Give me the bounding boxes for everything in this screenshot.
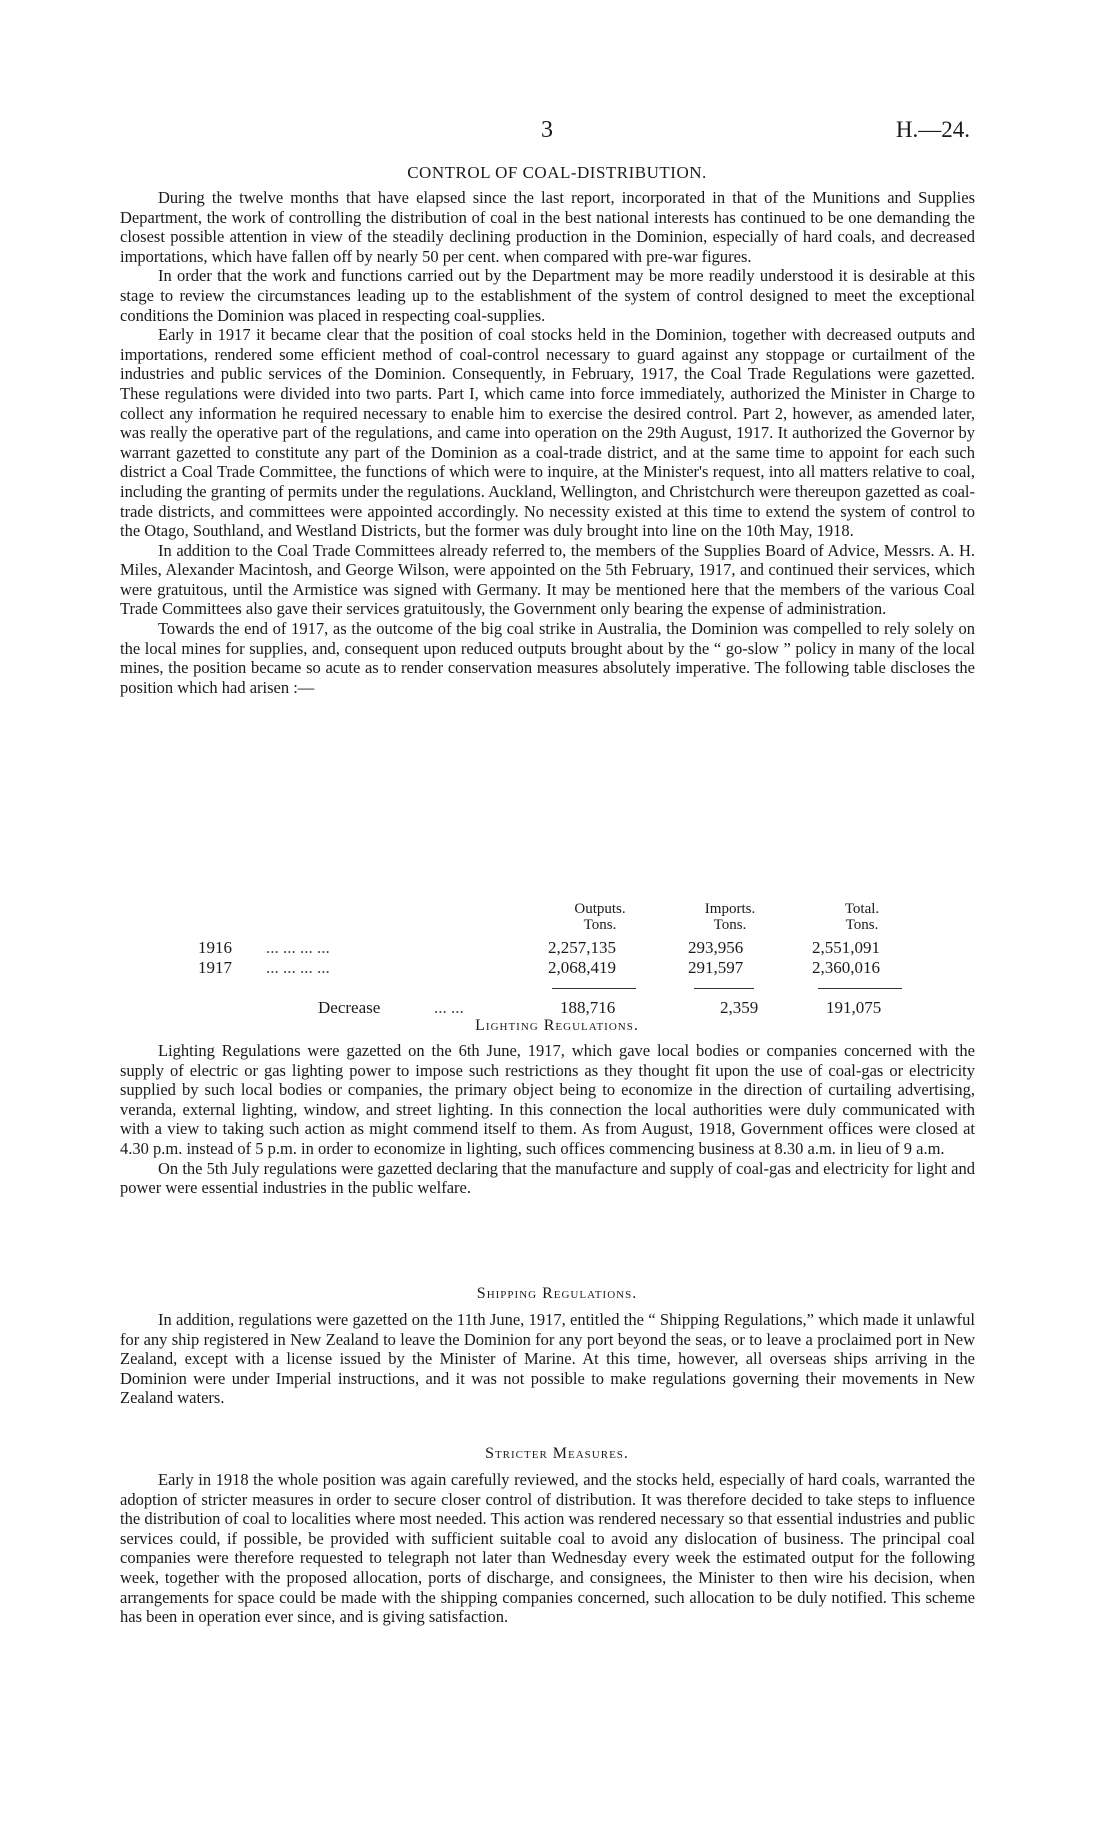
column-label: Total. — [844, 901, 880, 917]
sum-rule — [694, 988, 754, 989]
page-number: 3 — [541, 117, 553, 143]
cell-outputs: 2,257,135 — [548, 938, 616, 957]
column-header-total — [802, 901, 922, 933]
cell-total: 191,075 — [826, 998, 882, 1017]
cell-imports: 293,956 — [688, 938, 744, 957]
section-heading-shipping: Shipping Regulations. — [476, 1285, 638, 1302]
paragraph: Towards the end of 1917, as the outcome of the big coal strike in Australia, the Dominion was compelled to rely solely on the local mines for supplies, and, consequent upon reduced outputs brought about by the “ go-slow ” policy in many of the local mines, the position became so acute as to render conservation measures absolutely imperative. The following table discloses the position which had arisen :— — [120, 619, 975, 697]
intro-text — [120, 188, 975, 697]
paragraph: On the 5th July regulations were gazetted declaring that the manufacture and supply of coal-gas and electricity for light and power were essential industries in the public welfare. — [120, 1158, 975, 1198]
cell-total: 2,360,016 — [812, 958, 880, 977]
row-label: Decrease — [318, 998, 381, 1017]
page-title: CONTROL OF COAL-DISTRIBUTION. — [407, 163, 707, 182]
paragraph: In addition to the Coal Trade Committees already referred to, the members of the Supplies Board of Advice, Messrs. A. H. Miles, Alexander Macintosh, and George Wilson, were appointed on the 5th February, 1917, and continued their services, which were gratuitous, until the Armistice was signed with Germany. It may be mentioned here that the members of the various Coal Trade Committees also gave their services gratuitously, the Government only bearing the expense of administration. — [120, 540, 975, 619]
lighting-text — [120, 1041, 975, 1198]
shipping-text — [120, 1310, 975, 1408]
paragraph: Early in 1917 it became clear that the position of coal stocks held in the Dominion, together with decreased outputs and importations, rendered some efficient method of coal-control necessary to guard against any stoppage or curtailment of the industries and public services of the Dominion. Consequently, in February, 1917, the Coal Trade Regulations were gazetted. These regulations were divided into two parts. Part I, which came into force immediately, authorized the Minister in Charge to collect any information he required necessary to enable him to exercise the desired control. Part 2, however, as amended later, was really the operative part of the regulations, and came into operation on the 29th August, 1917. It authorized the Governor by warrant gazetted to constitute any part of the Dominion as a coal-trade district, and at the same time to appoint for each such district a Coal Trade Committee, the functions of which were to inquire, at the Minister's request, into all matters relative to coal, including the granting of permits under the regulations. Auckland, Wellington, and Christchurch were thereupon gazetted as coal-trade districts, and committees were appointed accordingly. No necessity existed at this time to extend the system of control to the Otago, Southland, and Westland Districts, but the former was duly brought into line on the 10th May, 1918. — [120, 325, 975, 541]
cell-imports: 2,359 — [720, 998, 759, 1017]
cell-outputs: 188,716 — [560, 998, 616, 1017]
row-label: 1916 — [198, 938, 232, 957]
document-reference: H.—24. — [895, 117, 970, 142]
column-label: Outputs. — [574, 901, 626, 917]
row-label: 1917 — [198, 958, 232, 977]
row-leader: ... ... ... ... — [266, 958, 330, 977]
row-leader: ... ... ... ... — [266, 938, 330, 957]
stricter-text — [120, 1470, 975, 1627]
column-label: Imports. — [704, 901, 756, 917]
cell-imports: 291,597 — [688, 958, 744, 977]
paragraph: During the twelve months that have elapsed since the last report, incorporated in that of the Munitions and Supplies Department, the work of controlling the distribution of coal in the best national interests has continued to be one demanding the closest possible attention in view of the steadily declining production in the Dominion, especially of hard coals, and decreased importations, which have fallen off by nearly 50 per cent. when compared with pre-war figures. — [120, 188, 975, 266]
cell-total: 2,551,091 — [812, 938, 880, 957]
column-header-outputs — [540, 901, 660, 933]
column-header-imports — [670, 901, 790, 933]
column-unit: Tons. — [713, 917, 747, 933]
row-leader: ... ... — [434, 998, 464, 1017]
paragraph: Early in 1918 the whole position was again carefully reviewed, and the stocks held, especially of hard coals, warranted the adoption of stricter measures in order to secure closer control of distribution. It was therefore decided to take steps to influence the distribution of coal to localities where most needed. This action was rendered necessary so that essential industries and public services could, if possible, be provided with sufficient suitable coal to avoid any dislocation of business. The principal coal companies were therefore requested to telegraph not later than Wednesday every week the estimated output for the following week, together with the proposed allocation, ports of discharge, and consignees, the Minister to then wire his decision, when arrangements for space could be made with the shipping companies concerned, such allocation to be duly notified. This scheme has been in operation ever since, and is giving satisfaction. — [120, 1470, 975, 1627]
section-heading-lighting: Lighting Regulations. — [475, 1017, 639, 1034]
sum-rule — [552, 988, 636, 989]
paragraph: Lighting Regulations were gazetted on the 6th June, 1917, which gave local bodies or companies concerned with the supply of electric or gas lighting power to impose such restrictions as they thought fit upon the use of coal-gas or electricity supplied by such local bodies or companies, the primary object being to economize in the direction of curtailing advertising, veranda, external lighting, window, and street lighting. In this connection the local authorities were duly communicated with with a view to taking such action as might commend itself to them. As from August, 1918, Government offices were closed at 4.30 p.m. instead of 5 p.m. in order to economize in lighting, such offices commencing business at 8.30 a.m. in lieu of 9 a.m. — [120, 1041, 975, 1158]
column-unit: Tons. — [583, 917, 617, 933]
section-heading-stricter: Stricter Measures. — [485, 1445, 629, 1462]
paragraph: In addition, regulations were gazetted on the 11th June, 1917, entitled the “ Shipping Regulations,” which made it unlawful for any ship registered in New Zealand to leave the Dominion for any port beyond the seas, or to leave a proclaimed port in New Zealand, except with a license issued by the Minister of Marine. At this time, however, all overseas ships arriving in the Dominion were under Imperial instructions, and it was not possible to make regulations governing their movements in New Zealand waters. — [120, 1310, 975, 1408]
sum-rule — [818, 988, 902, 989]
paragraph: In order that the work and functions carried out by the Department may be more readily understood it is desirable at this stage to review the circumstances leading up to the establishment of the system of control designed to meet the exceptional conditions the Dominion was placed in respecting coal-supplies. — [120, 266, 975, 325]
column-unit: Tons. — [845, 917, 879, 933]
cell-outputs: 2,068,419 — [548, 958, 616, 977]
